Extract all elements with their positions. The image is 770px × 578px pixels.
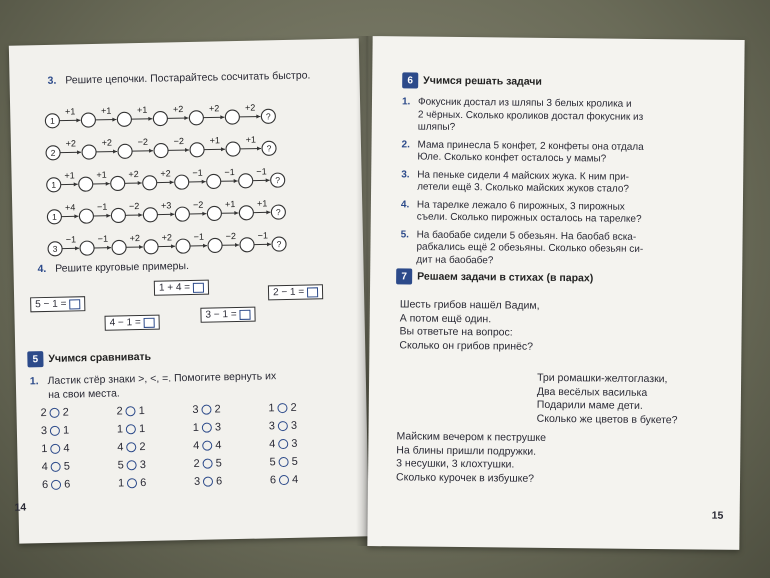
answer-box[interactable] bbox=[307, 287, 318, 297]
word-problem-number: 2. bbox=[401, 138, 410, 150]
answer-box[interactable] bbox=[240, 309, 251, 319]
word-problem-text bbox=[417, 169, 629, 196]
chain-arrowhead bbox=[202, 212, 206, 216]
section6-badge: 6 bbox=[402, 72, 418, 88]
right-page bbox=[367, 36, 744, 550]
chain-operation: −1 bbox=[65, 234, 77, 245]
chain-circle[interactable] bbox=[153, 111, 167, 125]
chain-operation: +1 bbox=[64, 106, 76, 117]
task3-number: 3. bbox=[47, 74, 57, 87]
compare-item bbox=[116, 405, 144, 418]
chain-circle[interactable] bbox=[143, 208, 157, 222]
chain-row bbox=[47, 224, 296, 264]
compare-sign-slot[interactable] bbox=[278, 421, 288, 431]
chain-operation: +1 bbox=[209, 135, 221, 146]
chain-operation: −2 bbox=[137, 136, 149, 148]
word-problem bbox=[401, 169, 629, 196]
chain-arrowhead bbox=[257, 146, 261, 150]
compare-left: 6 bbox=[41, 478, 49, 492]
chain-svg bbox=[47, 224, 296, 259]
chain-arrowhead bbox=[234, 179, 238, 183]
chain-circle[interactable] bbox=[189, 111, 203, 125]
chain-arrowhead bbox=[256, 114, 260, 118]
word-problem-text bbox=[417, 139, 643, 166]
chain-circle[interactable] bbox=[144, 240, 158, 254]
chain-arrowhead bbox=[266, 178, 270, 182]
word-problem-line: Юле. Сколько конфет осталось у мамы? bbox=[417, 151, 607, 165]
chain-arrowhead bbox=[266, 210, 270, 214]
word-problem-number: 1. bbox=[401, 96, 411, 108]
word-problem-text bbox=[417, 199, 642, 226]
chain-arrowhead bbox=[203, 244, 207, 248]
chain-arrowhead bbox=[184, 116, 188, 120]
compare-left: 2 bbox=[40, 407, 47, 420]
section5-task1-line1 bbox=[30, 370, 277, 388]
chain-end-value: ? bbox=[266, 143, 272, 154]
compare-item bbox=[40, 407, 68, 420]
compare-sign-slot[interactable] bbox=[278, 439, 288, 449]
chain-operation: +2 bbox=[172, 104, 184, 115]
compare-right: 6 bbox=[140, 476, 147, 490]
word-problem-text bbox=[416, 229, 643, 269]
chain-arrowhead bbox=[221, 147, 225, 151]
chain-operation: +2 bbox=[101, 137, 113, 148]
word-problem-line: Мама принесла 5 конфет, 2 конфеты она отдала bbox=[417, 139, 644, 153]
compare-item bbox=[194, 475, 222, 488]
poem-line: А потом ещё один. bbox=[399, 311, 492, 325]
compare-left: 3 bbox=[268, 420, 276, 433]
word-problem-line: На баобабе сидели 5 обезьян. На баобаб вска- bbox=[416, 229, 637, 243]
compare-sign-slot[interactable] bbox=[202, 405, 212, 415]
word-problem-line: На тарелке лежало 6 пирожных, 3 пирожных bbox=[416, 199, 625, 213]
compare-item bbox=[270, 474, 298, 487]
compare-sign-slot[interactable] bbox=[279, 457, 289, 467]
compare-left: 4 bbox=[269, 438, 276, 451]
chain-circle[interactable] bbox=[175, 175, 189, 189]
chain-circle[interactable] bbox=[81, 113, 95, 127]
word-problem bbox=[401, 199, 642, 227]
compare-left: 4 bbox=[117, 441, 124, 454]
compare-left: 2 bbox=[116, 405, 123, 418]
chain-circle[interactable] bbox=[190, 143, 204, 157]
poem-line: Подарили маме дети. bbox=[536, 398, 643, 412]
chain-arrowhead bbox=[75, 246, 79, 250]
compare-sign-slot[interactable] bbox=[202, 423, 212, 433]
chain-circle[interactable] bbox=[239, 174, 253, 188]
chain-start-value: 1 bbox=[51, 179, 57, 190]
compare-sign-slot[interactable] bbox=[50, 444, 60, 454]
compare-right: 3 bbox=[139, 458, 147, 472]
compare-right: 1 bbox=[62, 424, 70, 437]
compare-sign-slot[interactable] bbox=[126, 406, 136, 416]
compare-left: 1 bbox=[117, 477, 125, 490]
chain-arrowhead bbox=[112, 117, 116, 121]
chain-arrowhead bbox=[74, 182, 78, 186]
word-problem-line: Фокусник достал из шляпы 3 белых кролика и bbox=[417, 96, 632, 110]
word-problem-line: дит на баобабе? bbox=[416, 254, 494, 266]
compare-sign-slot[interactable] bbox=[277, 403, 287, 413]
chain-circle[interactable] bbox=[117, 112, 131, 126]
chain-arrowhead bbox=[185, 148, 189, 152]
word-problem-line: шляпы? bbox=[417, 121, 456, 133]
chain-operation: +3 bbox=[160, 200, 172, 211]
compare-sign-slot[interactable] bbox=[50, 426, 60, 436]
word-problem bbox=[400, 229, 643, 269]
chain-arrowhead bbox=[234, 211, 238, 215]
word-problem bbox=[401, 139, 643, 167]
chain-arrowhead bbox=[106, 182, 110, 186]
chain-circle[interactable] bbox=[111, 176, 125, 190]
poem-line: Вы ответьте на вопрос: bbox=[399, 325, 513, 339]
section5-task1-number: 1. bbox=[29, 375, 39, 388]
chain-arrowhead bbox=[267, 242, 271, 246]
poem-line: Сколько он грибов принёс? bbox=[399, 338, 534, 353]
section5-task1-text-line2: на свои места. bbox=[48, 387, 120, 401]
compare-sign-slot[interactable] bbox=[126, 442, 136, 452]
compare-right: 5 bbox=[291, 455, 298, 468]
chain-end-value: ? bbox=[275, 175, 281, 186]
poem-mushrooms bbox=[399, 298, 539, 353]
word-problem-number: 5. bbox=[400, 228, 410, 240]
chain-circle[interactable] bbox=[79, 209, 93, 223]
chain-arrowhead bbox=[138, 213, 142, 217]
word-problem bbox=[402, 96, 644, 136]
compare-right: 4 bbox=[63, 442, 70, 455]
compare-right: 5 bbox=[215, 457, 222, 470]
example-box bbox=[268, 284, 323, 300]
answer-box[interactable] bbox=[144, 317, 155, 327]
compare-right: 2 bbox=[62, 406, 69, 419]
compare-item bbox=[192, 403, 220, 416]
chain-arrowhead bbox=[235, 243, 239, 247]
chain-arrowhead bbox=[202, 180, 206, 184]
chain-operation: +1 bbox=[96, 169, 107, 180]
chain-operation: +2 bbox=[161, 232, 173, 243]
chain-operation: −2 bbox=[225, 231, 237, 242]
chain-svg bbox=[46, 192, 295, 227]
compare-left: 3 bbox=[40, 425, 48, 438]
compare-right: 5 bbox=[63, 460, 71, 473]
section5-task1-text: Ластик стёр знаки >, <, =. Помогите вернуть их bbox=[47, 370, 277, 387]
compare-item bbox=[118, 459, 146, 472]
compare-item bbox=[269, 456, 297, 469]
task4-number: 4. bbox=[37, 262, 47, 276]
chain-operation: −2 bbox=[173, 136, 185, 147]
word-problem-line: 2 чёрных. Сколько кроликов достал фокусник из bbox=[417, 109, 644, 123]
answer-box[interactable] bbox=[193, 282, 204, 292]
compare-right: 2 bbox=[290, 401, 297, 414]
chain-arrowhead bbox=[106, 214, 110, 218]
compare-right: 6 bbox=[64, 478, 71, 491]
chain-end-value: ? bbox=[275, 207, 281, 218]
section5-header bbox=[27, 349, 151, 368]
compare-right: 6 bbox=[215, 475, 223, 488]
compare-item bbox=[41, 425, 69, 438]
compare-sign-slot[interactable] bbox=[126, 424, 136, 434]
section6-header bbox=[402, 72, 542, 89]
chain-operation: +1 bbox=[245, 134, 257, 145]
chain-start-value: 2 bbox=[50, 147, 56, 158]
compare-sign-slot[interactable] bbox=[51, 480, 61, 490]
task3-text: Решите цепочки. Постарайтесь сосчитать быстро. bbox=[65, 69, 311, 87]
compare-sign-slot[interactable] bbox=[127, 460, 137, 470]
chain-circle[interactable] bbox=[118, 144, 132, 158]
poem-flowers bbox=[537, 372, 678, 427]
chain-circle[interactable] bbox=[111, 208, 125, 222]
compare-left: 4 bbox=[41, 460, 48, 474]
word-problem-line: рабкались ещё 2 обезьяны. Сколько обезьян си- bbox=[416, 241, 644, 255]
chain-start-value: 1 bbox=[51, 211, 57, 222]
chain-circle[interactable] bbox=[175, 207, 189, 221]
chain-arrowhead bbox=[113, 149, 117, 153]
chain-arrowhead bbox=[171, 244, 175, 248]
compare-right: 3 bbox=[291, 437, 298, 450]
chain-svg bbox=[44, 96, 285, 131]
word-problem-number: 3. bbox=[401, 168, 410, 180]
section5-title: Учимся сравнивать bbox=[48, 350, 152, 365]
chain-circle[interactable] bbox=[80, 241, 94, 255]
compare-item bbox=[193, 439, 221, 452]
compare-item bbox=[268, 402, 296, 415]
example-box bbox=[200, 307, 255, 323]
chain-operation: +1 bbox=[224, 199, 236, 210]
chain-operation: −1 bbox=[257, 230, 269, 241]
chain-circle[interactable] bbox=[207, 206, 221, 220]
chain-operation: +2 bbox=[208, 103, 220, 114]
poem-line: Сколько же цветов в букете? bbox=[536, 412, 678, 426]
compare-right: 3 bbox=[214, 421, 222, 434]
compare-item bbox=[41, 443, 69, 456]
compare-left: 1 bbox=[192, 421, 200, 434]
compare-item bbox=[42, 461, 70, 474]
chain-end-value: ? bbox=[265, 111, 271, 122]
chain-arrowhead bbox=[149, 149, 153, 153]
task4-heading bbox=[37, 260, 189, 276]
compare-left: 2 bbox=[193, 457, 200, 470]
chain-end-value: ? bbox=[276, 239, 282, 250]
chain-circle[interactable] bbox=[79, 177, 93, 191]
page-number-left: 14 bbox=[14, 501, 27, 514]
compare-right: 4 bbox=[215, 439, 222, 452]
poem-line: Два весёлых василька bbox=[536, 385, 648, 399]
chain-svg bbox=[45, 160, 294, 195]
example-text: 4 − 1 = bbox=[109, 317, 141, 329]
chain-circle[interactable] bbox=[143, 176, 157, 190]
chain-operation: +1 bbox=[136, 104, 148, 116]
word-problem-text bbox=[418, 97, 644, 137]
chain-arrowhead bbox=[107, 246, 111, 250]
compare-left: 3 bbox=[193, 475, 201, 488]
compare-item bbox=[193, 457, 221, 470]
chain-arrowhead bbox=[220, 115, 224, 119]
task3-heading bbox=[47, 69, 310, 88]
compare-right: 2 bbox=[214, 403, 221, 416]
compare-left: 6 bbox=[269, 474, 277, 487]
example-text: 2 − 1 = bbox=[272, 286, 305, 299]
word-problem-line: На пеньке сидели 4 майских жука. К ним при- bbox=[417, 169, 630, 183]
chain-operation: +2 bbox=[129, 233, 141, 244]
chain-circle[interactable] bbox=[226, 142, 240, 156]
chain-circle[interactable] bbox=[154, 143, 168, 157]
compare-item bbox=[269, 420, 297, 433]
compare-right: 1 bbox=[138, 404, 145, 418]
left-page bbox=[9, 38, 369, 543]
chain-circle[interactable] bbox=[176, 239, 190, 253]
chain-arrowhead bbox=[77, 150, 81, 154]
chain-operation: +2 bbox=[128, 169, 139, 180]
compare-left: 5 bbox=[269, 456, 276, 469]
poem-line: Три ромашки-желтоглазки, bbox=[537, 371, 668, 386]
compare-left: 5 bbox=[117, 459, 124, 472]
chain-arrowhead bbox=[76, 118, 80, 122]
compare-sign-slot[interactable] bbox=[51, 462, 61, 472]
chain-start-value: 1 bbox=[49, 115, 55, 126]
section7-title: Решаем задачи в стихах (в парах) bbox=[417, 270, 594, 285]
word-problem-number: 4. bbox=[400, 198, 410, 210]
chain-arrowhead bbox=[74, 214, 78, 218]
compare-sign-slot[interactable] bbox=[279, 475, 289, 485]
compare-right: 3 bbox=[290, 419, 298, 432]
chain-operation: +4 bbox=[64, 202, 76, 213]
section6-title: Учимся решать задачи bbox=[423, 74, 542, 88]
compare-item bbox=[117, 441, 145, 454]
chain-operation: +1 bbox=[64, 170, 75, 181]
compare-sign-slot[interactable] bbox=[203, 459, 213, 469]
chain-arrowhead bbox=[138, 181, 142, 185]
compare-item bbox=[117, 423, 145, 436]
chain-operation: −1 bbox=[96, 201, 108, 212]
poem-line: Сколько курочек в избушке? bbox=[396, 470, 535, 485]
word-problem-line: летели ещё 3. Сколько майских жуков стало? bbox=[417, 181, 630, 195]
compare-sign-slot[interactable] bbox=[50, 408, 60, 418]
chain-operation: −1 bbox=[97, 233, 109, 244]
compare-sign-slot[interactable] bbox=[202, 441, 212, 451]
task4-text: Решите круговые примеры. bbox=[55, 259, 190, 275]
chain-operation: −2 bbox=[192, 199, 204, 210]
chain-operation: +2 bbox=[160, 168, 171, 179]
chain-arrowhead bbox=[170, 212, 174, 216]
poem-line: На блины пришли подружки. bbox=[396, 443, 537, 458]
chain-operation: −1 bbox=[193, 231, 205, 242]
answer-box[interactable] bbox=[69, 299, 80, 309]
example-text: 1 + 4 = bbox=[158, 281, 191, 294]
poem-line: 3 несушки, 3 клохтушки. bbox=[396, 457, 515, 471]
chain-operation: −1 bbox=[224, 167, 235, 178]
compare-left: 4 bbox=[193, 439, 200, 452]
compare-right: 1 bbox=[138, 422, 146, 436]
chain-circle[interactable] bbox=[207, 174, 221, 188]
chain-operation: −1 bbox=[256, 166, 267, 177]
page-number-right: 15 bbox=[711, 509, 724, 522]
compare-sign-slot[interactable] bbox=[127, 478, 137, 488]
chain-operation: +2 bbox=[244, 102, 256, 113]
compare-left: 1 bbox=[268, 402, 275, 415]
section7-badge: 7 bbox=[396, 268, 412, 284]
word-problem-line: съели. Сколько пирожных осталось на тарелке? bbox=[416, 211, 642, 225]
example-text: 5 − 1 = bbox=[35, 298, 67, 311]
example-box bbox=[105, 315, 160, 331]
chain-arrowhead bbox=[148, 117, 152, 121]
compare-item bbox=[42, 479, 70, 492]
poem-hens bbox=[396, 430, 546, 486]
compare-item bbox=[269, 438, 297, 451]
compare-left: 1 bbox=[116, 423, 124, 436]
chain-circle[interactable] bbox=[239, 206, 253, 220]
chain-svg bbox=[45, 128, 286, 163]
compare-sign-slot[interactable] bbox=[203, 477, 213, 487]
compare-right: 4 bbox=[291, 473, 299, 486]
chain-operation: +1 bbox=[256, 198, 268, 209]
poem-line: Майским вечером к пеструшке bbox=[396, 430, 547, 444]
chain-start-value: 3 bbox=[52, 243, 58, 254]
compare-item bbox=[118, 477, 146, 490]
chain-circle[interactable] bbox=[240, 238, 254, 252]
example-box bbox=[30, 296, 85, 312]
chain-circle[interactable] bbox=[82, 145, 96, 159]
chain-operation: +1 bbox=[100, 105, 112, 116]
compare-left: 3 bbox=[192, 403, 199, 416]
example-box bbox=[154, 280, 209, 296]
chain-operation: −1 bbox=[192, 167, 203, 178]
chain-operation: +2 bbox=[65, 138, 77, 149]
poem-line: Шесть грибов нашёл Вадим, bbox=[399, 298, 540, 312]
compare-item bbox=[193, 421, 221, 434]
chain-circle[interactable] bbox=[112, 240, 126, 254]
compare-left: 1 bbox=[41, 443, 48, 456]
chain-operation: −2 bbox=[128, 201, 140, 212]
chain-arrowhead bbox=[170, 180, 174, 184]
chain-arrowhead bbox=[139, 245, 143, 249]
section5-badge: 5 bbox=[27, 351, 43, 367]
compare-right: 2 bbox=[139, 440, 146, 454]
chain-circle[interactable] bbox=[225, 110, 239, 124]
chain-circle[interactable] bbox=[208, 238, 222, 252]
example-text: 3 − 1 = bbox=[205, 309, 237, 321]
section7-header bbox=[396, 268, 593, 286]
